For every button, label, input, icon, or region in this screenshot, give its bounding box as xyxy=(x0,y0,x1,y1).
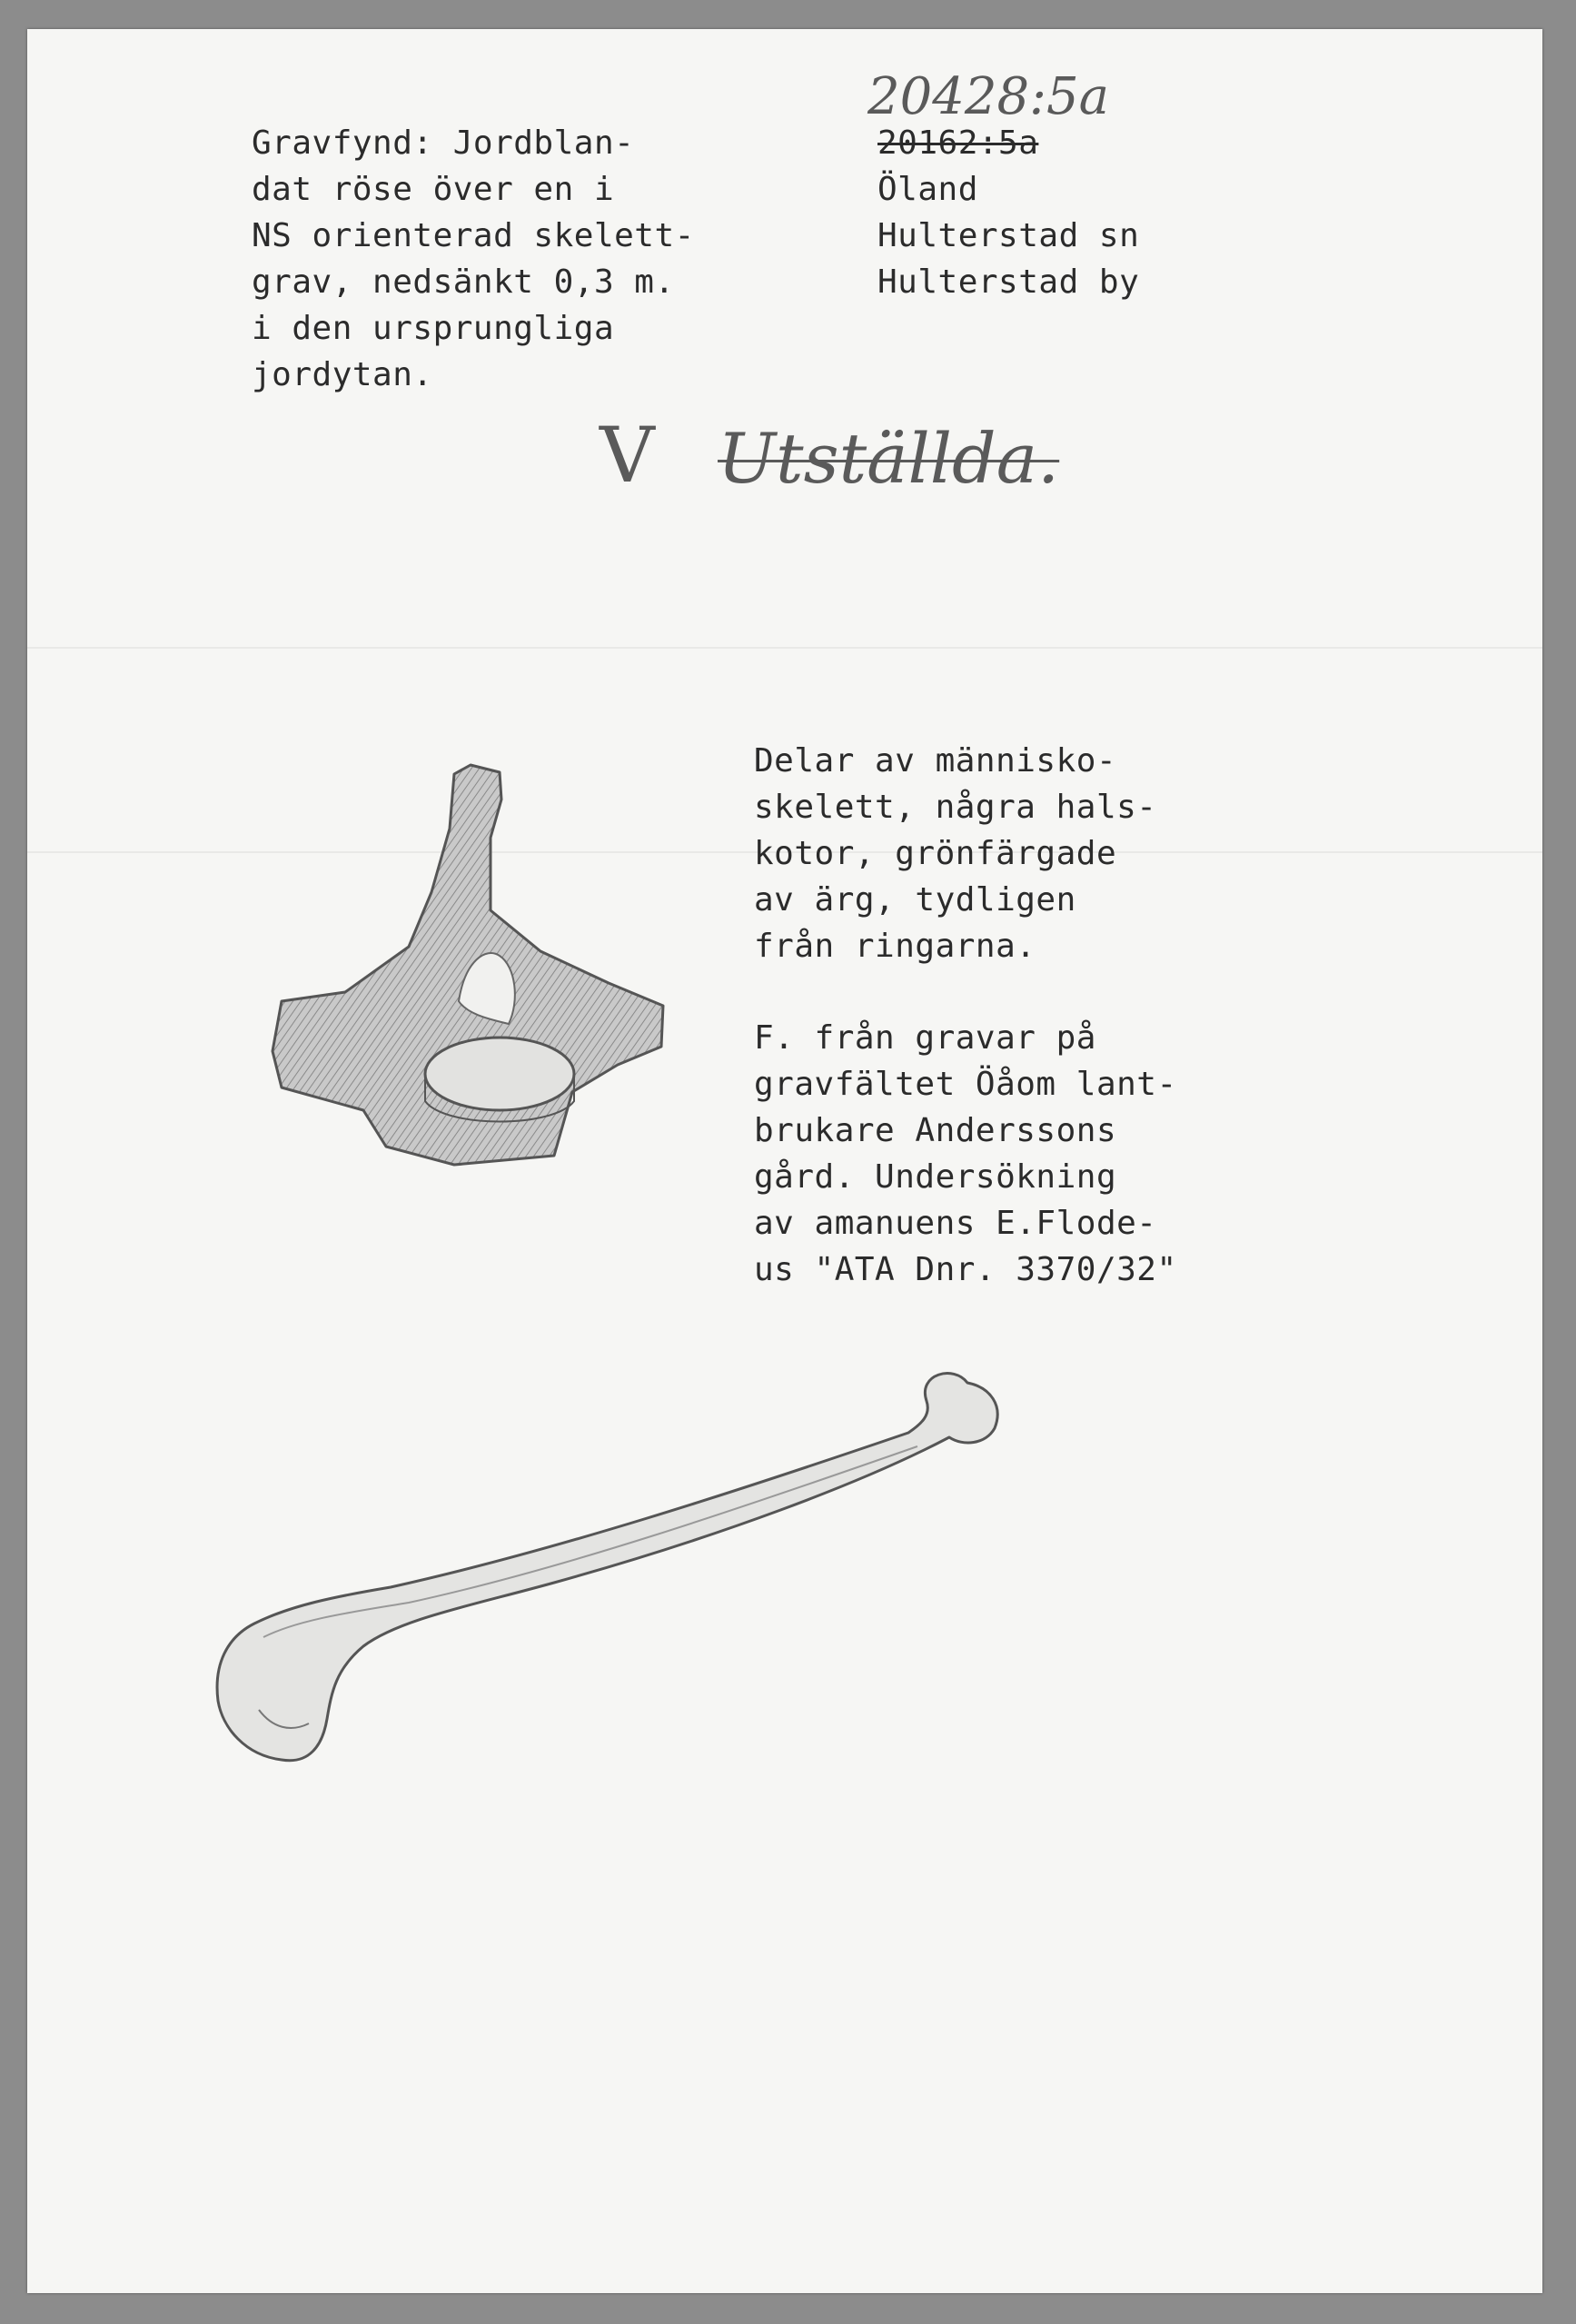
document-sheet xyxy=(27,29,1542,2293)
struck-annotation: Utställda. xyxy=(718,418,1060,499)
text-line: gravfältet Öåom lant- xyxy=(754,1066,1177,1103)
text-line: skelett, några hals- xyxy=(754,789,1157,826)
text-line: us "ATA Dnr. 3370/32" xyxy=(754,1251,1177,1288)
text-line: av ärg, tydligen xyxy=(754,881,1076,919)
text-line: grav, nedsänkt 0,3 m. xyxy=(252,263,675,301)
struck-catalog-number: 20162:5a xyxy=(877,124,1039,162)
text-line: Hulterstad by xyxy=(877,263,1140,301)
text-line: brukare Anderssons xyxy=(754,1112,1117,1149)
text-line: F. från gravar på xyxy=(754,1019,1096,1057)
text-line: Öland xyxy=(877,171,978,208)
paper-fold xyxy=(27,647,1542,649)
text-line: kotor, grönfärgade xyxy=(754,835,1117,872)
text-line: från ringarna. xyxy=(754,928,1036,965)
provenance-text xyxy=(754,1015,1177,1293)
check-mark: V xyxy=(600,411,655,500)
text-line: i den ursprungliga xyxy=(252,310,615,347)
text-line: Gravfynd: Jordblan- xyxy=(252,124,635,162)
header-right-text xyxy=(877,120,1139,305)
vertebra-drawing xyxy=(227,729,699,1201)
description-text xyxy=(754,738,1156,969)
text-line: av amanuens E.Flode- xyxy=(754,1205,1157,1242)
catalog-number: 20428:5a xyxy=(867,67,1110,126)
text-line: Hulterstad sn xyxy=(877,217,1140,254)
header-left-text xyxy=(252,120,695,398)
text-line: gård. Undersökning xyxy=(754,1158,1117,1196)
text-line: jordytan. xyxy=(252,356,433,393)
text-line: Delar av människo- xyxy=(754,742,1117,780)
text-line: dat röse över en i xyxy=(252,171,615,208)
text-line: NS orienterad skelett- xyxy=(252,217,695,254)
bone-drawing xyxy=(173,1346,1081,1837)
